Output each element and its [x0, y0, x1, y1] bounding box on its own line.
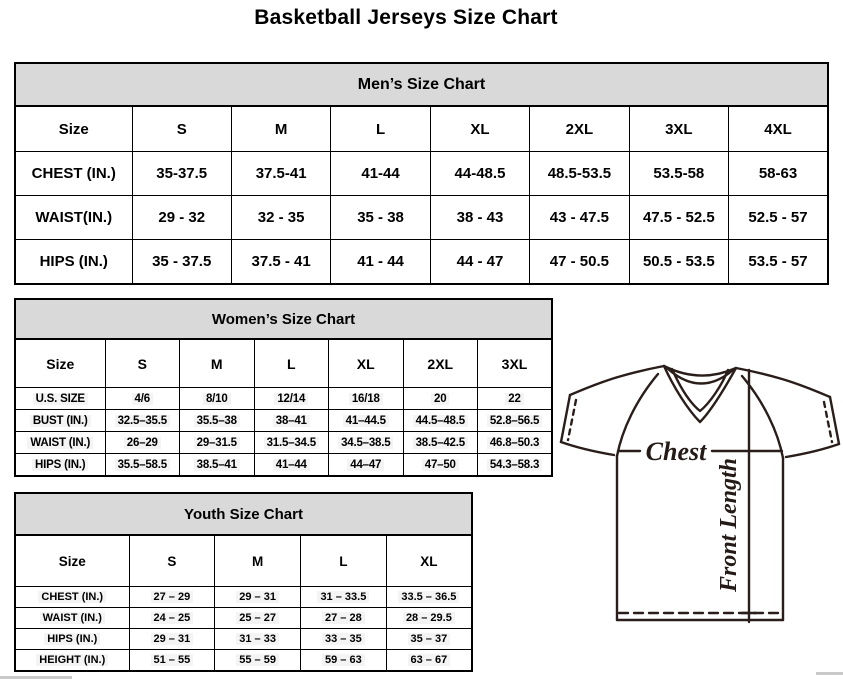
table-cell: 27 – 28: [301, 608, 387, 629]
youth-table-title: Youth Size Chart: [15, 493, 472, 535]
row-label: WAIST (IN.): [15, 608, 129, 629]
table-cell: 44–47: [329, 454, 404, 477]
table-cell: 27 – 29: [129, 587, 215, 608]
table-cell: 41 - 44: [331, 240, 430, 285]
row-label: HEIGHT (IN.): [15, 650, 129, 672]
column-header: M: [215, 535, 301, 587]
womens-table-title: Women’s Size Chart: [15, 299, 552, 339]
table-cell: 8/10: [180, 388, 255, 410]
table-cell: 32.5–35.5: [105, 410, 180, 432]
column-header: L: [331, 106, 430, 152]
table-cell: 50.5 - 53.5: [629, 240, 728, 285]
scrollbar-corner: [816, 672, 843, 675]
table-cell: 41–44.5: [329, 410, 404, 432]
table-cell: 53.5-58: [629, 152, 728, 196]
table-cell: 46.8–50.3: [478, 432, 553, 454]
table-row: [15, 493, 472, 535]
table-cell: 41-44: [331, 152, 430, 196]
row-label: WAIST(IN.): [15, 196, 132, 240]
column-header: XL: [386, 535, 472, 587]
front-length-label: Front Length: [716, 457, 742, 593]
column-header: XL: [430, 106, 529, 152]
table-cell: 32 - 35: [231, 196, 330, 240]
column-header: M: [180, 339, 255, 388]
table-cell: 47 - 50.5: [530, 240, 629, 285]
table-row: [15, 629, 472, 650]
column-header: XL: [329, 339, 404, 388]
table-cell: 20: [403, 388, 478, 410]
jersey-outline-icon: [561, 366, 839, 622]
table-cell: 41–44: [254, 454, 329, 477]
column-header: Size: [15, 339, 105, 388]
table-cell: 44.5–48.5: [403, 410, 478, 432]
row-label: CHEST (IN.): [15, 587, 129, 608]
table-cell: 55 – 59: [215, 650, 301, 672]
row-label: HIPS (IN.): [15, 454, 105, 477]
table-cell: 24 – 25: [129, 608, 215, 629]
table-cell: 63 – 67: [386, 650, 472, 672]
mens-table-title: Men’s Size Chart: [15, 63, 828, 106]
table-cell: 28 – 29.5: [386, 608, 472, 629]
column-header: L: [301, 535, 387, 587]
table-cell: 29 - 32: [132, 196, 231, 240]
table-cell: 26–29: [105, 432, 180, 454]
column-header: 3XL: [478, 339, 553, 388]
table-cell: 31.5–34.5: [254, 432, 329, 454]
table-row: [15, 240, 828, 285]
table-cell: 52.8–56.5: [478, 410, 553, 432]
table-cell: 38.5–41: [180, 454, 255, 477]
row-label: CHEST (IN.): [15, 152, 132, 196]
table-cell: 58-63: [729, 152, 828, 196]
table-row: [15, 339, 552, 388]
table-row: [15, 196, 828, 240]
table-cell: 33.5 – 36.5: [386, 587, 472, 608]
table-row: [15, 535, 472, 587]
table-row: [15, 106, 828, 152]
table-cell: 29–31.5: [180, 432, 255, 454]
table-row: [15, 299, 552, 339]
table-cell: 51 – 55: [129, 650, 215, 672]
column-header: Size: [15, 535, 129, 587]
table-cell: 38.5–42.5: [403, 432, 478, 454]
youth-size-table: [14, 492, 473, 672]
table-row: [15, 650, 472, 672]
table-cell: 37.5-41: [231, 152, 330, 196]
table-cell: 16/18: [329, 388, 404, 410]
column-header: 2XL: [530, 106, 629, 152]
column-header: S: [132, 106, 231, 152]
table-cell: 25 – 27: [215, 608, 301, 629]
table-cell: 12/14: [254, 388, 329, 410]
table-cell: 34.5–38.5: [329, 432, 404, 454]
table-row: [15, 63, 828, 106]
table-cell: 35.5–38: [180, 410, 255, 432]
table-cell: 43 - 47.5: [530, 196, 629, 240]
table-cell: 54.3–58.3: [478, 454, 553, 477]
table-cell: 35 - 38: [331, 196, 430, 240]
table-cell: 48.5-53.5: [530, 152, 629, 196]
column-header: 2XL: [403, 339, 478, 388]
table-cell: 35 - 37.5: [132, 240, 231, 285]
column-header: S: [129, 535, 215, 587]
column-header: 4XL: [729, 106, 828, 152]
column-header: M: [231, 106, 330, 152]
column-header: 3XL: [629, 106, 728, 152]
womens-size-table: [14, 298, 553, 477]
table-row: [15, 608, 472, 629]
table-cell: 35-37.5: [132, 152, 231, 196]
table-cell: 33 – 35: [301, 629, 387, 650]
table-cell: 44-48.5: [430, 152, 529, 196]
table-cell: 53.5 - 57: [729, 240, 828, 285]
table-cell: 31 – 33: [215, 629, 301, 650]
chest-label: Chest: [645, 437, 707, 466]
column-header: L: [254, 339, 329, 388]
table-cell: 29 – 31: [215, 587, 301, 608]
table-cell: 35.5–58.5: [105, 454, 180, 477]
table-cell: 22: [478, 388, 553, 410]
row-label: U.S. SIZE: [15, 388, 105, 410]
mens-size-table: [14, 62, 829, 285]
row-label: HIPS (IN.): [15, 629, 129, 650]
table-cell: 29 – 31: [129, 629, 215, 650]
table-cell: 38–41: [254, 410, 329, 432]
table-row: [15, 454, 552, 477]
row-label: WAIST (IN.): [15, 432, 105, 454]
table-cell: 37.5 - 41: [231, 240, 330, 285]
table-cell: 38 - 43: [430, 196, 529, 240]
table-cell: 44 - 47: [430, 240, 529, 285]
table-cell: 52.5 - 57: [729, 196, 828, 240]
row-label: HIPS (IN.): [15, 240, 132, 285]
jersey-measurement-diagram: [556, 360, 843, 628]
table-cell: 47.5 - 52.5: [629, 196, 728, 240]
row-label: BUST (IN.): [15, 410, 105, 432]
table-cell: 31 – 33.5: [301, 587, 387, 608]
table-cell: 35 – 37: [386, 629, 472, 650]
table-row: [15, 388, 552, 410]
table-row: [15, 410, 552, 432]
table-cell: 4/6: [105, 388, 180, 410]
table-cell: 47–50: [403, 454, 478, 477]
table-cell: 59 – 63: [301, 650, 387, 672]
column-header: S: [105, 339, 180, 388]
page-title: Basketball Jerseys Size Chart: [254, 6, 558, 29]
table-row: [15, 587, 472, 608]
table-row: [15, 152, 828, 196]
table-row: [15, 432, 552, 454]
column-header: Size: [15, 106, 132, 152]
